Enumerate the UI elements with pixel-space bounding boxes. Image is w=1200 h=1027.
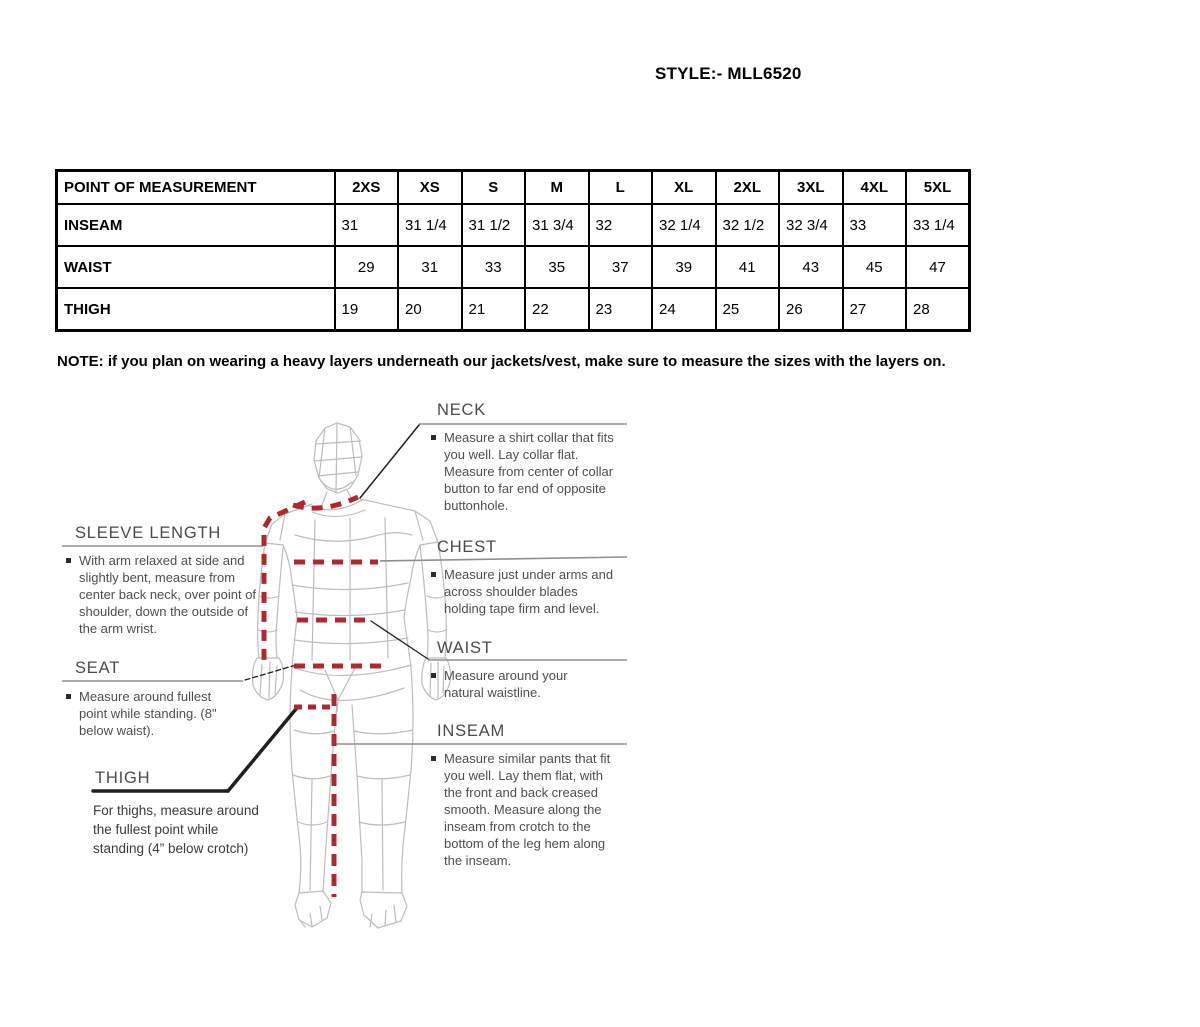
waist-section	[437, 639, 493, 658]
inseam-instructions-block	[431, 750, 621, 869]
table-cell: 33 1/4	[906, 204, 970, 246]
table-cell: 32 1/4	[652, 204, 716, 246]
waist-instructions: Measure around your natural waistline.	[444, 668, 568, 700]
table-cell: 32	[589, 204, 653, 246]
table-header-row	[57, 171, 970, 205]
bullet-square-icon	[66, 694, 71, 699]
thigh-heading: THIGH	[95, 769, 151, 787]
bullet-square-icon	[431, 435, 436, 440]
seat-instructions: Measure around fullest point while standing. (8" below waist).	[79, 689, 217, 738]
table-cell: 35	[525, 246, 589, 288]
page-title: STYLE:- MLL6520	[655, 64, 802, 83]
bullet-square-icon	[431, 756, 436, 761]
table-cell: 32 3/4	[779, 204, 843, 246]
col-header-point-of-measurement: POINT OF MEASUREMENT	[57, 171, 335, 205]
col-header-l: L	[589, 171, 653, 205]
bullet-square-icon	[431, 673, 436, 678]
table-cell: 31 1/4	[398, 204, 462, 246]
table-row-waist	[57, 246, 970, 288]
chest-section	[437, 538, 497, 557]
thigh-instructions: For thighs, measure around the fullest point while standing (4” below crotch)	[93, 803, 259, 856]
table-cell: 21	[462, 288, 526, 331]
table-cell: 23	[589, 288, 653, 331]
chest-instructions: Measure just under arms and across shoulder blades holding tape firm and level.	[444, 567, 614, 616]
sleeve-length-heading: SLEEVE LENGTH	[75, 524, 222, 542]
table-cell: 47	[906, 246, 970, 288]
bullet-square-icon	[66, 558, 71, 563]
table-cell: 20	[398, 288, 462, 331]
seat-instructions-block	[66, 688, 241, 739]
col-header-2xl: 2XL	[716, 171, 780, 205]
table-cell: 28	[906, 288, 970, 331]
mannequin-wireframe	[253, 423, 451, 928]
row-label-inseam: INSEAM	[57, 204, 335, 246]
waist-pointer-line	[371, 621, 428, 659]
sleeve-length-section	[75, 524, 221, 543]
neck-measure-line	[293, 497, 358, 508]
table-cell: 31	[398, 246, 462, 288]
waist-instructions-block	[431, 667, 591, 701]
seat-heading: SEAT	[75, 659, 121, 677]
inseam-instructions: Measure similar pants that fit you well. Lay them flat, with the front and back creased smooth. Measure along the inseam from crotch to the bottom of the leg hem along the inseam.	[444, 751, 611, 868]
table-cell: 41	[716, 246, 780, 288]
table-row-inseam	[57, 204, 970, 246]
row-label-waist: WAIST	[57, 246, 335, 288]
col-header-xl: XL	[652, 171, 716, 205]
neck-instructions: Measure a shirt collar that fits you well. Lay collar flat. Measure from center of collar button to far end of opposite buttonhole.	[444, 430, 614, 513]
thigh-section	[95, 769, 150, 788]
table-cell: 45	[843, 246, 907, 288]
col-header-xs: XS	[398, 171, 462, 205]
sleeve-length-instructions-block	[66, 552, 262, 637]
sleeve-length-instructions: With arm relaxed at side and slightly bent, measure from center back neck, over point of shoulder, down the outside of the arm wrist.	[79, 553, 257, 636]
col-header-s: S	[462, 171, 526, 205]
col-header-3xl: 3XL	[779, 171, 843, 205]
neck-section	[437, 401, 486, 420]
red-measure-lines	[264, 497, 388, 897]
chest-heading: CHEST	[437, 538, 497, 556]
col-header-m: M	[525, 171, 589, 205]
layers-note: NOTE: if you plan on wearing a heavy layers underneath our jackets/vest, make sure to measure the sizes with the layers on.	[57, 353, 946, 370]
table-cell: 24	[652, 288, 716, 331]
neck-pointer-line	[360, 425, 419, 498]
seat-section	[75, 659, 120, 678]
chest-instructions-block	[431, 566, 623, 617]
neck-instructions-block	[431, 429, 629, 514]
table-cell: 22	[525, 288, 589, 331]
row-label-thigh: THIGH	[57, 288, 335, 331]
table-cell: 33	[843, 204, 907, 246]
table-cell: 19	[335, 288, 399, 331]
table-cell: 33	[462, 246, 526, 288]
col-header-2xs: 2XS	[335, 171, 399, 205]
table-cell: 32 1/2	[716, 204, 780, 246]
table-cell: 39	[652, 246, 716, 288]
sleeve-measure-line	[264, 502, 305, 668]
table-cell: 37	[589, 246, 653, 288]
table-cell: 25	[716, 288, 780, 331]
table-cell: 27	[843, 288, 907, 331]
waist-heading: WAIST	[437, 639, 493, 657]
bullet-square-icon	[431, 572, 436, 577]
seat-pointer-line	[245, 665, 296, 680]
table-row-thigh	[57, 288, 970, 331]
table-cell: 43	[779, 246, 843, 288]
thigh-instructions-block	[93, 801, 273, 858]
col-header-5xl: 5XL	[906, 171, 970, 205]
inseam-section	[437, 722, 505, 741]
chest-leader-line	[380, 557, 627, 561]
col-header-4xl: 4XL	[843, 171, 907, 205]
table-cell: 26	[779, 288, 843, 331]
neck-heading: NECK	[437, 401, 487, 419]
size-table	[55, 169, 971, 332]
table-cell: 31 1/2	[462, 204, 526, 246]
table-cell: 31	[335, 204, 399, 246]
table-cell: 31 3/4	[525, 204, 589, 246]
inseam-heading: INSEAM	[437, 722, 506, 740]
table-cell: 29	[335, 246, 399, 288]
